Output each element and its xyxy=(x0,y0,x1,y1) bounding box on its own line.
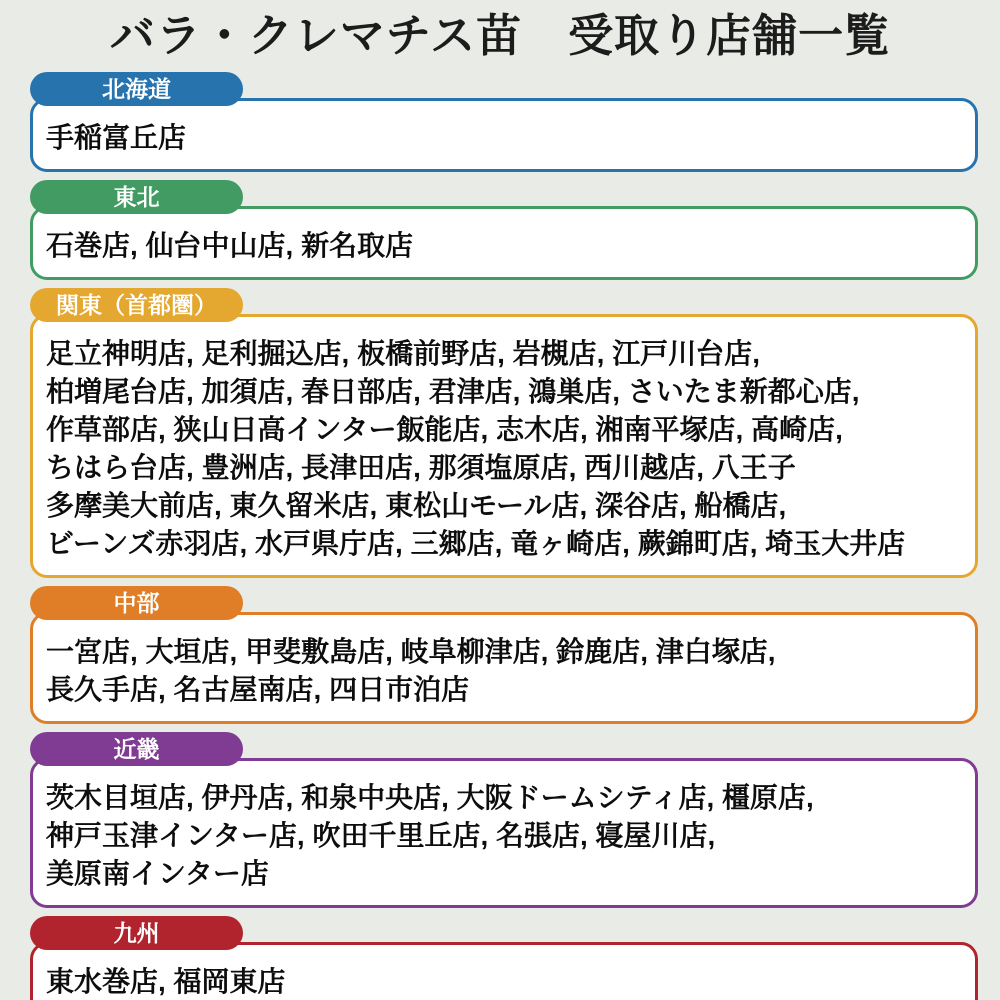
store-list-line: 茨木目垣店, 伊丹店, 和泉中央店, 大阪ドームシティ店, 橿原店, xyxy=(46,782,814,814)
store-list-line: 美原南インター店 xyxy=(46,858,269,890)
section-hokkaido xyxy=(30,75,978,172)
region-box-tohoku xyxy=(30,206,978,280)
store-list-line: 手稲富丘店 xyxy=(46,122,187,154)
region-box-kinki xyxy=(30,758,978,908)
region-label-chubu: 中部 xyxy=(30,586,243,620)
store-list-line: ちはら台店, 豊洲店, 長津田店, 那須塩原店, 西川越店, 八王子 xyxy=(46,452,796,484)
region-label-hokkaido: 北海道 xyxy=(30,72,243,106)
region-label-tohoku: 東北 xyxy=(30,180,243,214)
store-list-line: 神戸玉津インター店, 吹田千里丘店, 名張店, 寝屋川店, xyxy=(46,820,716,852)
store-list-line: 足立神明店, 足利掘込店, 板橋前野店, 岩槻店, 江戸川台店, xyxy=(46,338,761,370)
store-list-line: 多摩美大前店, 東久留米店, 東松山モール店, 深谷店, 船橋店, xyxy=(46,490,787,522)
region-label-kyushu: 九州 xyxy=(30,916,243,950)
section-tohoku xyxy=(30,183,978,280)
section-chubu xyxy=(30,589,978,724)
section-kinki xyxy=(30,735,978,908)
region-box-chubu xyxy=(30,612,978,724)
region-box-kyushu xyxy=(30,942,978,1000)
store-list-line: 柏増尾台店, 加須店, 春日部店, 君津店, 鴻巣店, さいたま新都心店, xyxy=(46,376,860,408)
page-title: バラ・クレマチス苗 受取り店舗一覧 xyxy=(109,10,891,61)
region-label-kinki: 近畿 xyxy=(30,732,243,766)
store-list-line: 長久手店, 名古屋南店, 四日市泊店 xyxy=(46,674,470,706)
region-box-kanto xyxy=(30,314,978,578)
store-list-line: 東水巻店, 福岡東店 xyxy=(46,966,286,998)
section-kyushu xyxy=(30,919,978,1000)
store-list-line: 作草部店, 狭山日高インター飯能店, 志木店, 湘南平塚店, 高崎店, xyxy=(46,414,843,446)
region-box-hokkaido xyxy=(30,98,978,172)
store-list-line: 一宮店, 大垣店, 甲斐敷島店, 岐阜柳津店, 鈴鹿店, 津白塚店, xyxy=(46,636,776,668)
store-list-line: ビーンズ赤羽店, 水戸県庁店, 三郷店, 竜ヶ崎店, 蕨錦町店, 埼玉大井店 xyxy=(46,528,906,560)
region-label-kanto: 関東（首都圏） xyxy=(30,288,243,322)
section-kanto xyxy=(30,291,978,578)
store-list-line: 石巻店, 仙台中山店, 新名取店 xyxy=(46,230,414,262)
